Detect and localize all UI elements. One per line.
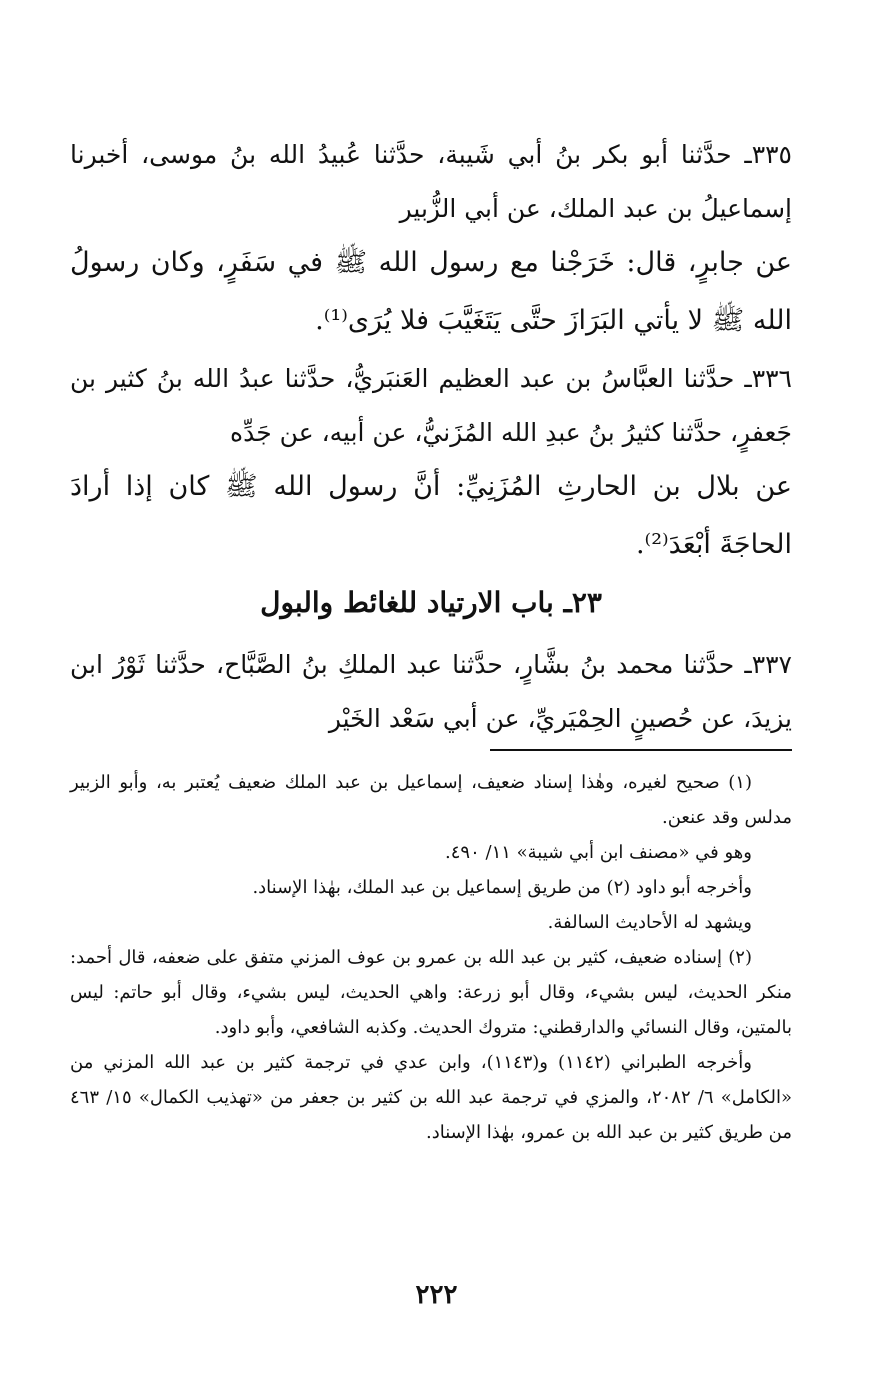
footnote-2-line: (٢) إسناده ضعيف، كثير بن عبد الله بن عمرو بن عوف المزني متفق على ضعفه، قال أحمد: منكر الحديث، ليس بشيء، وقال أبو زرعة: واهي الحديث، ليس بشيء، وقال أبو حاتم: ليس بالمتين، وقال النسائي والدارقطني: متروك الحديث. وكذبه الشافعي، وأبو داود. [70, 947, 792, 1038]
hadith-335-isnad-text: ٣٣٥ـ حدَّثنا أبو بكر بنُ أبي شَيبة، حدَّثنا عُبيدُ الله بنُ موسى، أخبرنا إسماعيلُ بن عبد الملك، عن أبي الزُّبير [70, 140, 792, 223]
hadith-336-matn [70, 458, 792, 574]
footnote-separator [490, 749, 792, 751]
footnote-2-line: وأخرجه الطبراني (١١٤٢) و(١١٤٣)، وابن عدي في ترجمة كثير بن عبد الله المزني من «الكامل» ٦/ ٢٠٨٢، والمزي في ترجمة عبد الله بن كثير بن جعفر من «تهذيب الكمال» ١٥/ ٤٦٣ من طريق كثير بن عبد الله بن عمرو، بهٰذا الإسناد. [70, 1052, 792, 1143]
footnote-1-line: ويشهد له الأحاديث السالفة. [547, 912, 752, 933]
hadith-335-isnad [70, 128, 792, 236]
hadith-335-matn-text: عن جابرٍ، قال: خَرَجْنا مع رسول الله ﷺ في سَفَرٍ، وكان رسولُ الله ﷺ لا يأتي البَرَازَ حتَّى يَتَغَيَّبَ فلا يُرَى⁽¹⁾. [70, 247, 792, 336]
page-number: ٢٢٢ [415, 1280, 458, 1310]
hadith-335-matn [70, 234, 792, 350]
hadith-337-isnad [70, 638, 792, 746]
footnote-1-line: وهو في «مصنف ابن أبي شيبة» ١١/ ٤٩٠. [445, 842, 752, 863]
hadith-336-isnad-text: ٣٣٦ـ حدَّثنا العبَّاسُ بن عبد العظيم العَنبَريُّ، حدَّثنا عبدُ الله بنُ كثير بن جَعفرٍ، حدَّثنا كثيرُ بنُ عبدِ الله المُزَنيُّ، عن أبيه، عن جَدِّه [70, 364, 792, 447]
footnote-1-line: (١) صحيح لغيره، وهٰذا إسناد ضعيف، إسماعيل بن عبد الملك ضعيف يُعتبر به، وأبو الزبير مدلس وقد عنعن. [70, 772, 792, 828]
hadith-336-matn-text: عن بلال بن الحارثِ المُزَنِيِّ: أنَّ رسول الله ﷺ كان إذا أرادَ الحاجَةَ أبْعَدَ⁽²⁾. [70, 471, 792, 560]
footnote-1-line: وأخرجه أبو داود (٢) من طريق إسماعيل بن عبد الملك، بهٰذا الإسناد. [252, 877, 752, 898]
chapter-heading: ٢٣ـ باب الارتياد للغائط والبول [260, 586, 602, 619]
footnotes [70, 765, 792, 1150]
hadith-337-isnad-text: ٣٣٧ـ حدَّثنا محمد بنُ بشَّارٍ، حدَّثنا عبد الملكِ بنُ الصَّبَّاح، حدَّثنا ثَوْرُ ابن يزيدَ، عن حُصينٍ الحِمْيَريِّ، عن أبي سَعْد الخَيْر [70, 650, 792, 733]
hadith-336-isnad [70, 352, 792, 460]
